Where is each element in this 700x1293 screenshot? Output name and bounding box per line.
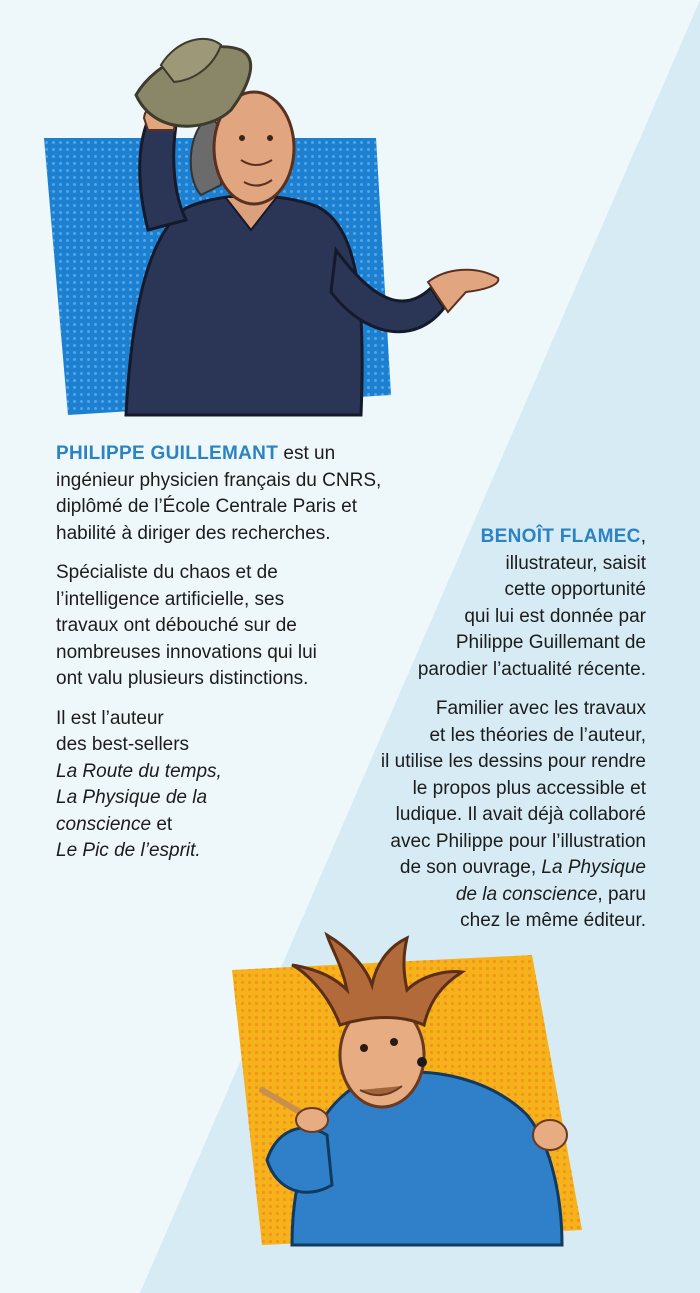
book-title-pic: Le Pic de l’esprit. bbox=[56, 840, 201, 861]
flamec-bio bbox=[370, 524, 646, 948]
guillemant-bio bbox=[56, 441, 416, 878]
book-title-physique-2: La Physique bbox=[541, 857, 646, 878]
flamec-para2: Familier avec les travaux et les théories de l’auteur, il utilise les dessins pour rendre le propos plus accessible et ludique. Il avait déjà collaboré avec Philippe pour l’illustration de son ouvrage, La Physique de la conscience, paru chez le même éditeur. bbox=[380, 698, 646, 931]
guillemant-name: PHILIPPE GUILLEMANT bbox=[56, 443, 279, 464]
flamec-name: BENOÎT FLAMEC bbox=[480, 526, 641, 547]
book-title-physique: La Physique de la bbox=[56, 787, 208, 808]
guillemant-caricature bbox=[36, 20, 506, 430]
guillemant-para2: Spécialiste du chaos et de l’intelligence artificielle, ses travaux ont débouché sur de nombreuses innovations qui lui ont valu plusieurs distinctions. bbox=[56, 562, 317, 689]
flamec-intro: BENOÎT FLAMEC, illustrateur, saisit cette opportunité qui lui est donnée par Philippe Guillemant de parodier l’actualité récente. bbox=[417, 526, 646, 680]
guillemant-intro: PHILIPPE GUILLEMANT est un ingénieur physicien français du CNRS, diplômé de l’École Centrale Paris et habilité à diriger des recherches. bbox=[56, 443, 382, 544]
book-title-route: La Route du temps, bbox=[56, 760, 222, 782]
flamec-caricature bbox=[232, 930, 592, 1250]
guillemant-para3: Il est l’auteur des best-sellers La Route du temps, La Physique de la conscience et Le Pic de l’esprit. bbox=[56, 707, 222, 861]
